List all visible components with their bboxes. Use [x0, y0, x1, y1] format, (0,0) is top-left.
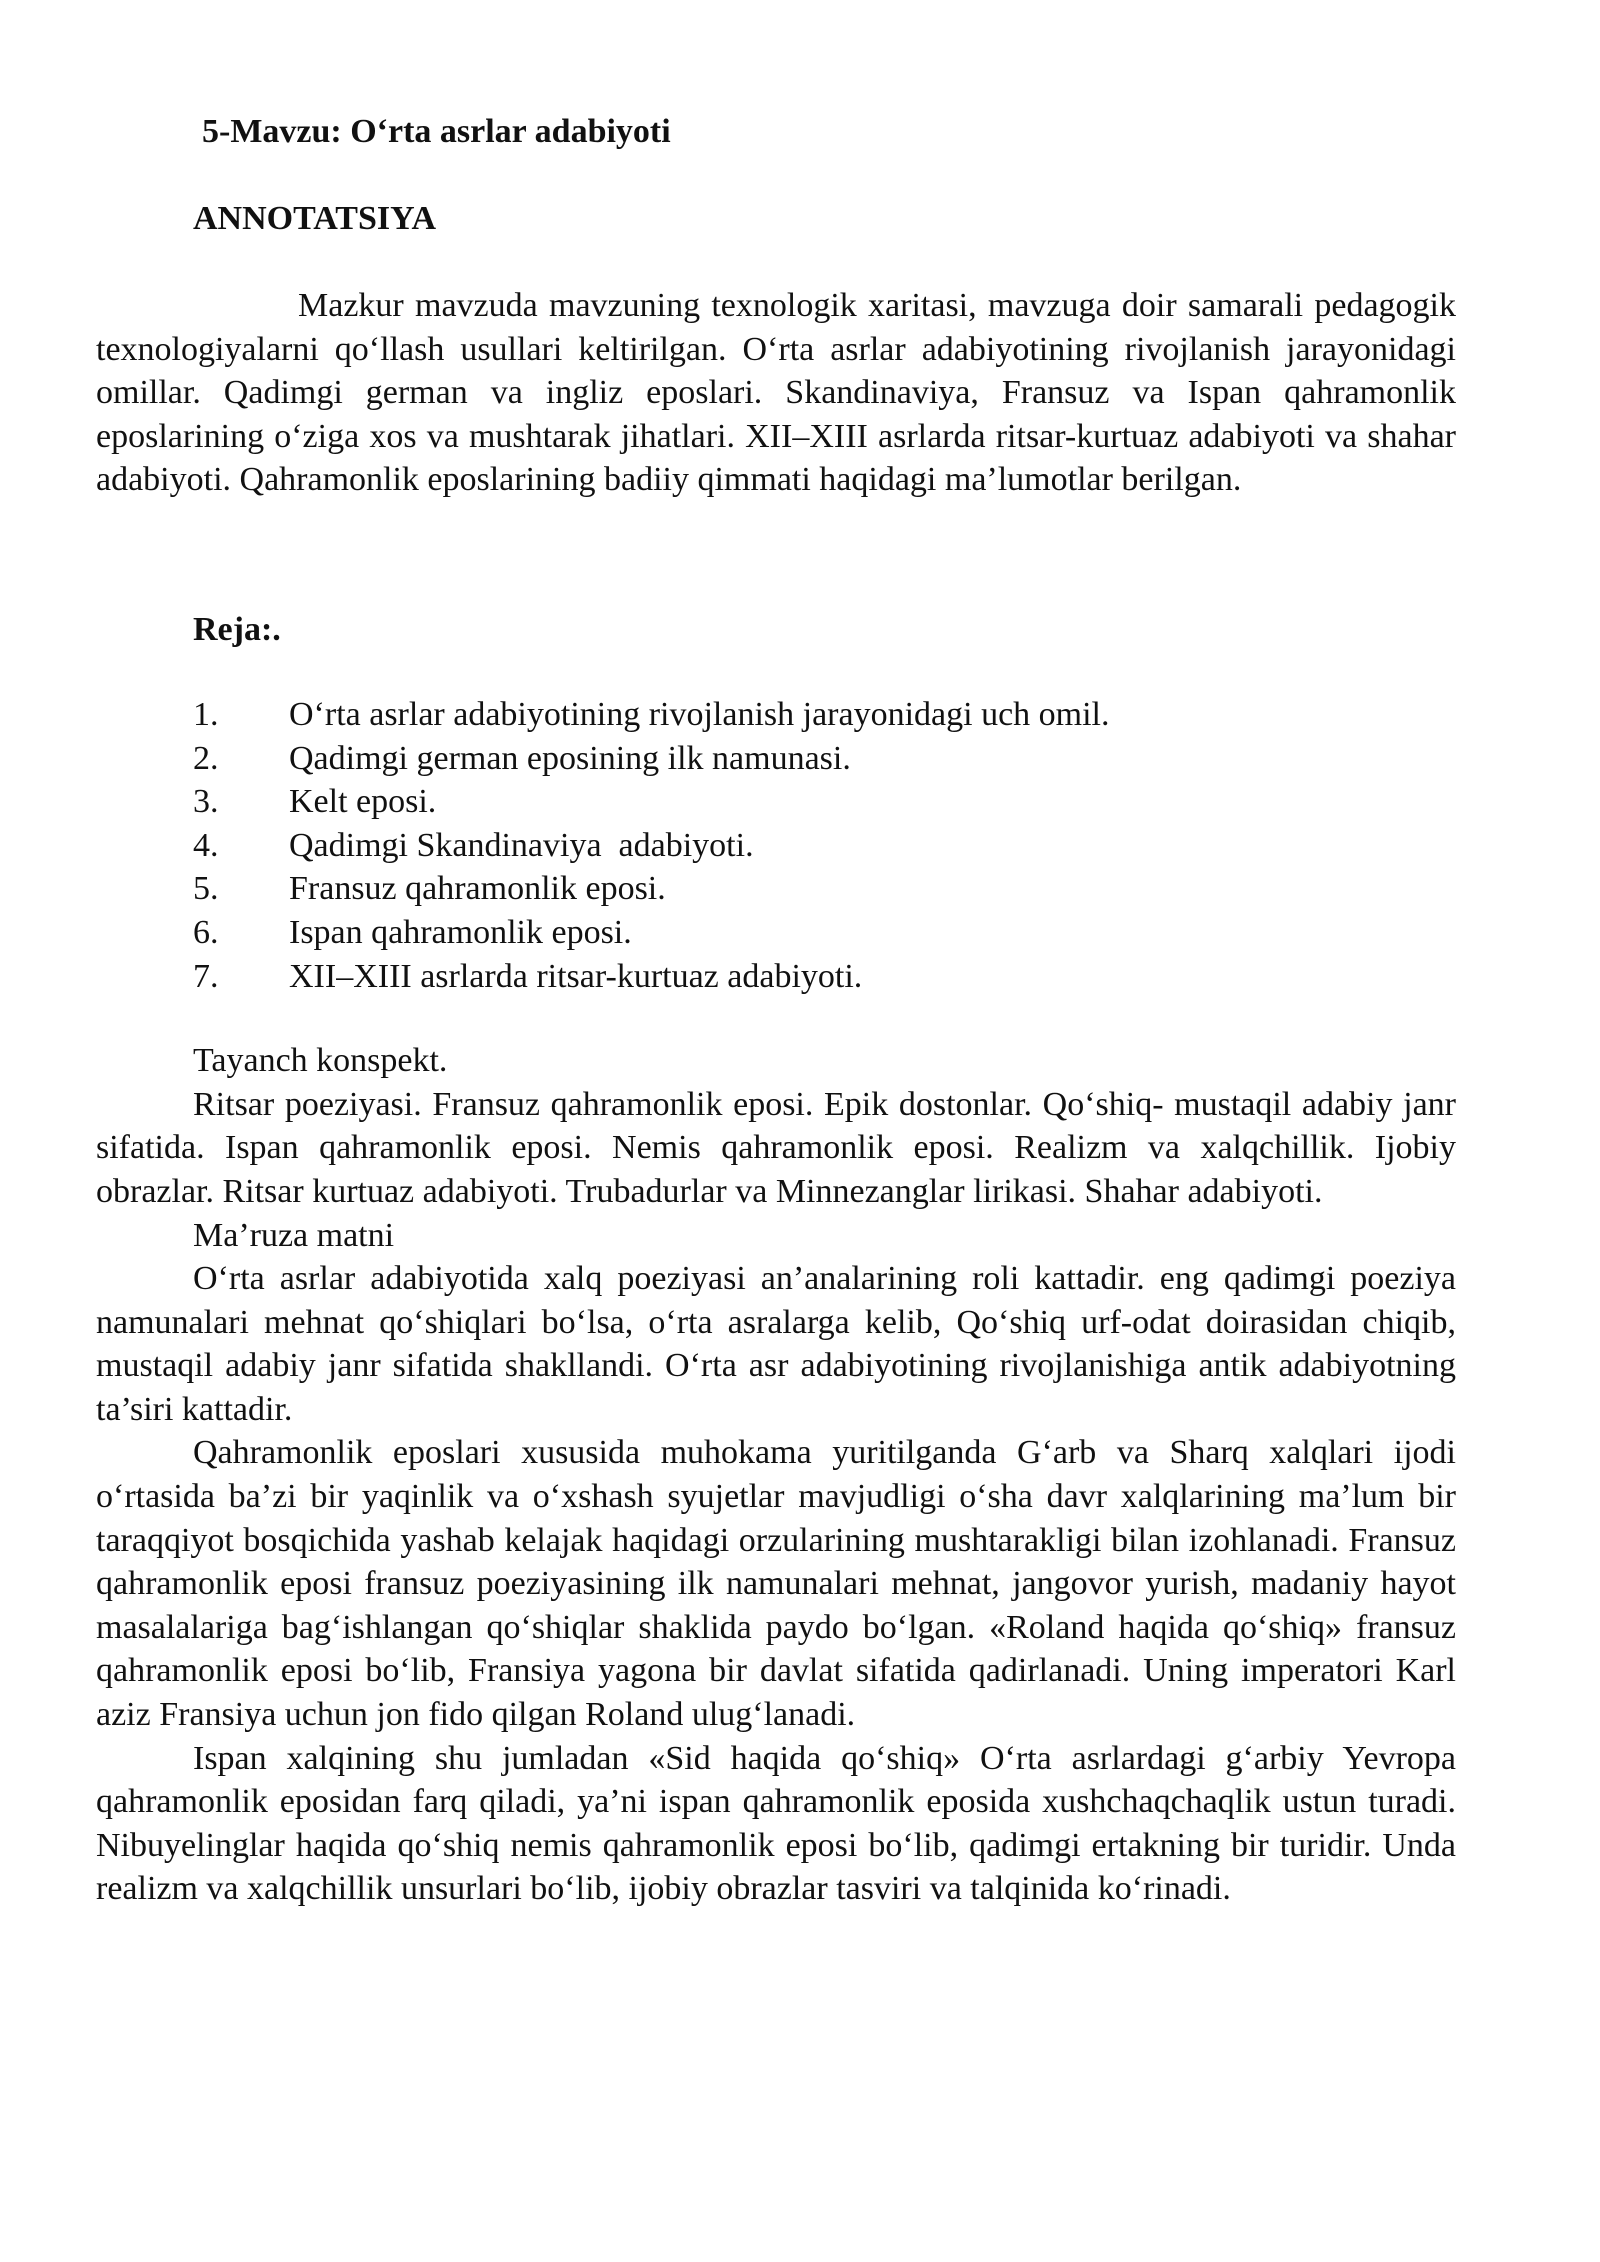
plan-item [96, 955, 1456, 999]
annotation-paragraph: Mazkur mavzuda mavzuning texnologik xaritasi, mavzuga doir samarali pedagogik texnologiyalarni qo‘llash usullari keltirilgan. O‘rta asrlar adabiyotining rivojlanish jarayonidagi omillar. Qadimgi german va ingliz eposlari. Skandinaviya, Fransuz va Ispan qahramonlik eposlarining o‘ziga xos va mushtarak jihatlari. XII–XIII asrlarda ritsar-kurtuaz adabiyoti va shahar adabiyoti. Qahramonlik eposlarining badiiy qimmati haqidagi ma’lumotlar berilgan. [96, 287, 1456, 499]
key-summary-paragraph: Ritsar poeziyasi. Fransuz qahramonlik eposi. Epik dostonlar. Qo‘shiq- mustaqil adabiy janr sifatida. Ispan qahramonlik eposi. Nemis qahramonlik eposi. Realizm va xalqchillik. Ijobiy obrazlar. Ritsar kurtuaz adabiyoti. Trubadurlar va Minnezanglar lirikasi. Shahar adabiyoti. [96, 1085, 1456, 1210]
plan-item-number: 5. [193, 870, 219, 908]
lecture-paragraph: O‘rta asrlar adabiyotida xalq poeziyasi an’analarining roli kattadir. eng qadimgi poeziya namunalari mehnat qo‘shiqlari bo‘lsa, o‘rta asralarga kelib, Qo‘shiq urf-odat doirasidan chiqib, mustaqil adabiy janr sifatida shakllandi. O‘rta asr adabiyotining rivojlanishiga antik adabiyotning ta’siri kattadir. [96, 1260, 1456, 1428]
plan-item-text: O‘rta asrlar adabiyotining rivojlanish jarayonidagi uch omil. [289, 695, 1110, 733]
plan-item-text: XII–XIII asrlarda ritsar-kurtuaz adabiyoti. [289, 957, 863, 995]
key-summary-label: Tayanch konspekt. [193, 1042, 448, 1080]
plan-item-text: Qadimgi german eposining ilk namunasi. [289, 739, 851, 777]
lecture-paragraph: Ispan xalqining shu jumladan «Sid haqida qo‘shiq» O‘rta asrlardagi g‘arbiy Yevropa qahramonlik eposidan farq qiladi, ya’ni ispan qahramonlik eposida xushchaqchaqlik ustun turadi. Nibuyelinglar haqida qo‘shiq nemis qahramonlik eposi bo‘lib, qadimgi ertakning bir turidir. Unda realizm va xalqchillik unsurlari bo‘lib, ijobiy obrazlar tasviri va talqinida ko‘rinadi. [96, 1739, 1456, 1908]
plan-item [96, 780, 1456, 824]
plan-heading: Reja:. [193, 610, 281, 648]
plan-item-number: 1. [193, 695, 219, 733]
annotation-heading: ANNOTATSIYA [193, 200, 437, 237]
plan-item-text: Kelt eposi. [289, 783, 437, 821]
plan-item-text: Fransuz qahramonlik eposi. [289, 870, 666, 908]
plan-item-text: Qadimgi Skandinaviya adabiyoti. [289, 826, 754, 864]
lecture-label: Ma’ruza matni [193, 1216, 395, 1254]
plan-item [96, 824, 1456, 868]
plan-item-text: Ispan qahramonlik eposi. [289, 913, 632, 951]
plan-item-number: 2. [193, 739, 219, 777]
plan-list [96, 693, 1456, 998]
lesson-title: 5-Mavzu: O‘rta asrlar adabiyoti [202, 113, 671, 150]
document-page [96, 110, 1456, 1911]
plan-item [96, 867, 1456, 911]
lecture-paragraph: Qahramonlik eposlari xususida muhokama yuritilganda G‘arb va Sharq xalqlari ijodi o‘rtasida ba’zi bir yaqinlik va o‘xshash syujetlar mavjudligi o‘sha davr xalqlarining ma’lum bir taraqqiyot bosqichida yashab kelajak haqidagi orzularining mushtarakligi bilan izohlanadi. Fransuz qahramonlik eposi fransuz poeziyasining ilk namunalari mehnat, jangovor yurish, madaniy hayot masalalariga bag‘ishlangan qo‘shiqlar shaklida paydo bo‘lgan. «Roland haqida qo‘shiq» fransuz qahramonlik eposi bo‘lib, Fransiya yagona bir davlat sifatida qadirlanadi. Uning imperatori Karl aziz Fransiya uchun jon fido qilgan Roland ulug‘lanadi. [96, 1434, 1456, 1734]
plan-item-number: 3. [193, 783, 219, 821]
plan-item [96, 911, 1456, 955]
plan-item [96, 737, 1456, 781]
plan-item-number: 6. [193, 913, 219, 951]
plan-item-number: 7. [193, 957, 219, 995]
plan-item-number: 4. [193, 826, 219, 864]
plan-item [96, 693, 1456, 737]
